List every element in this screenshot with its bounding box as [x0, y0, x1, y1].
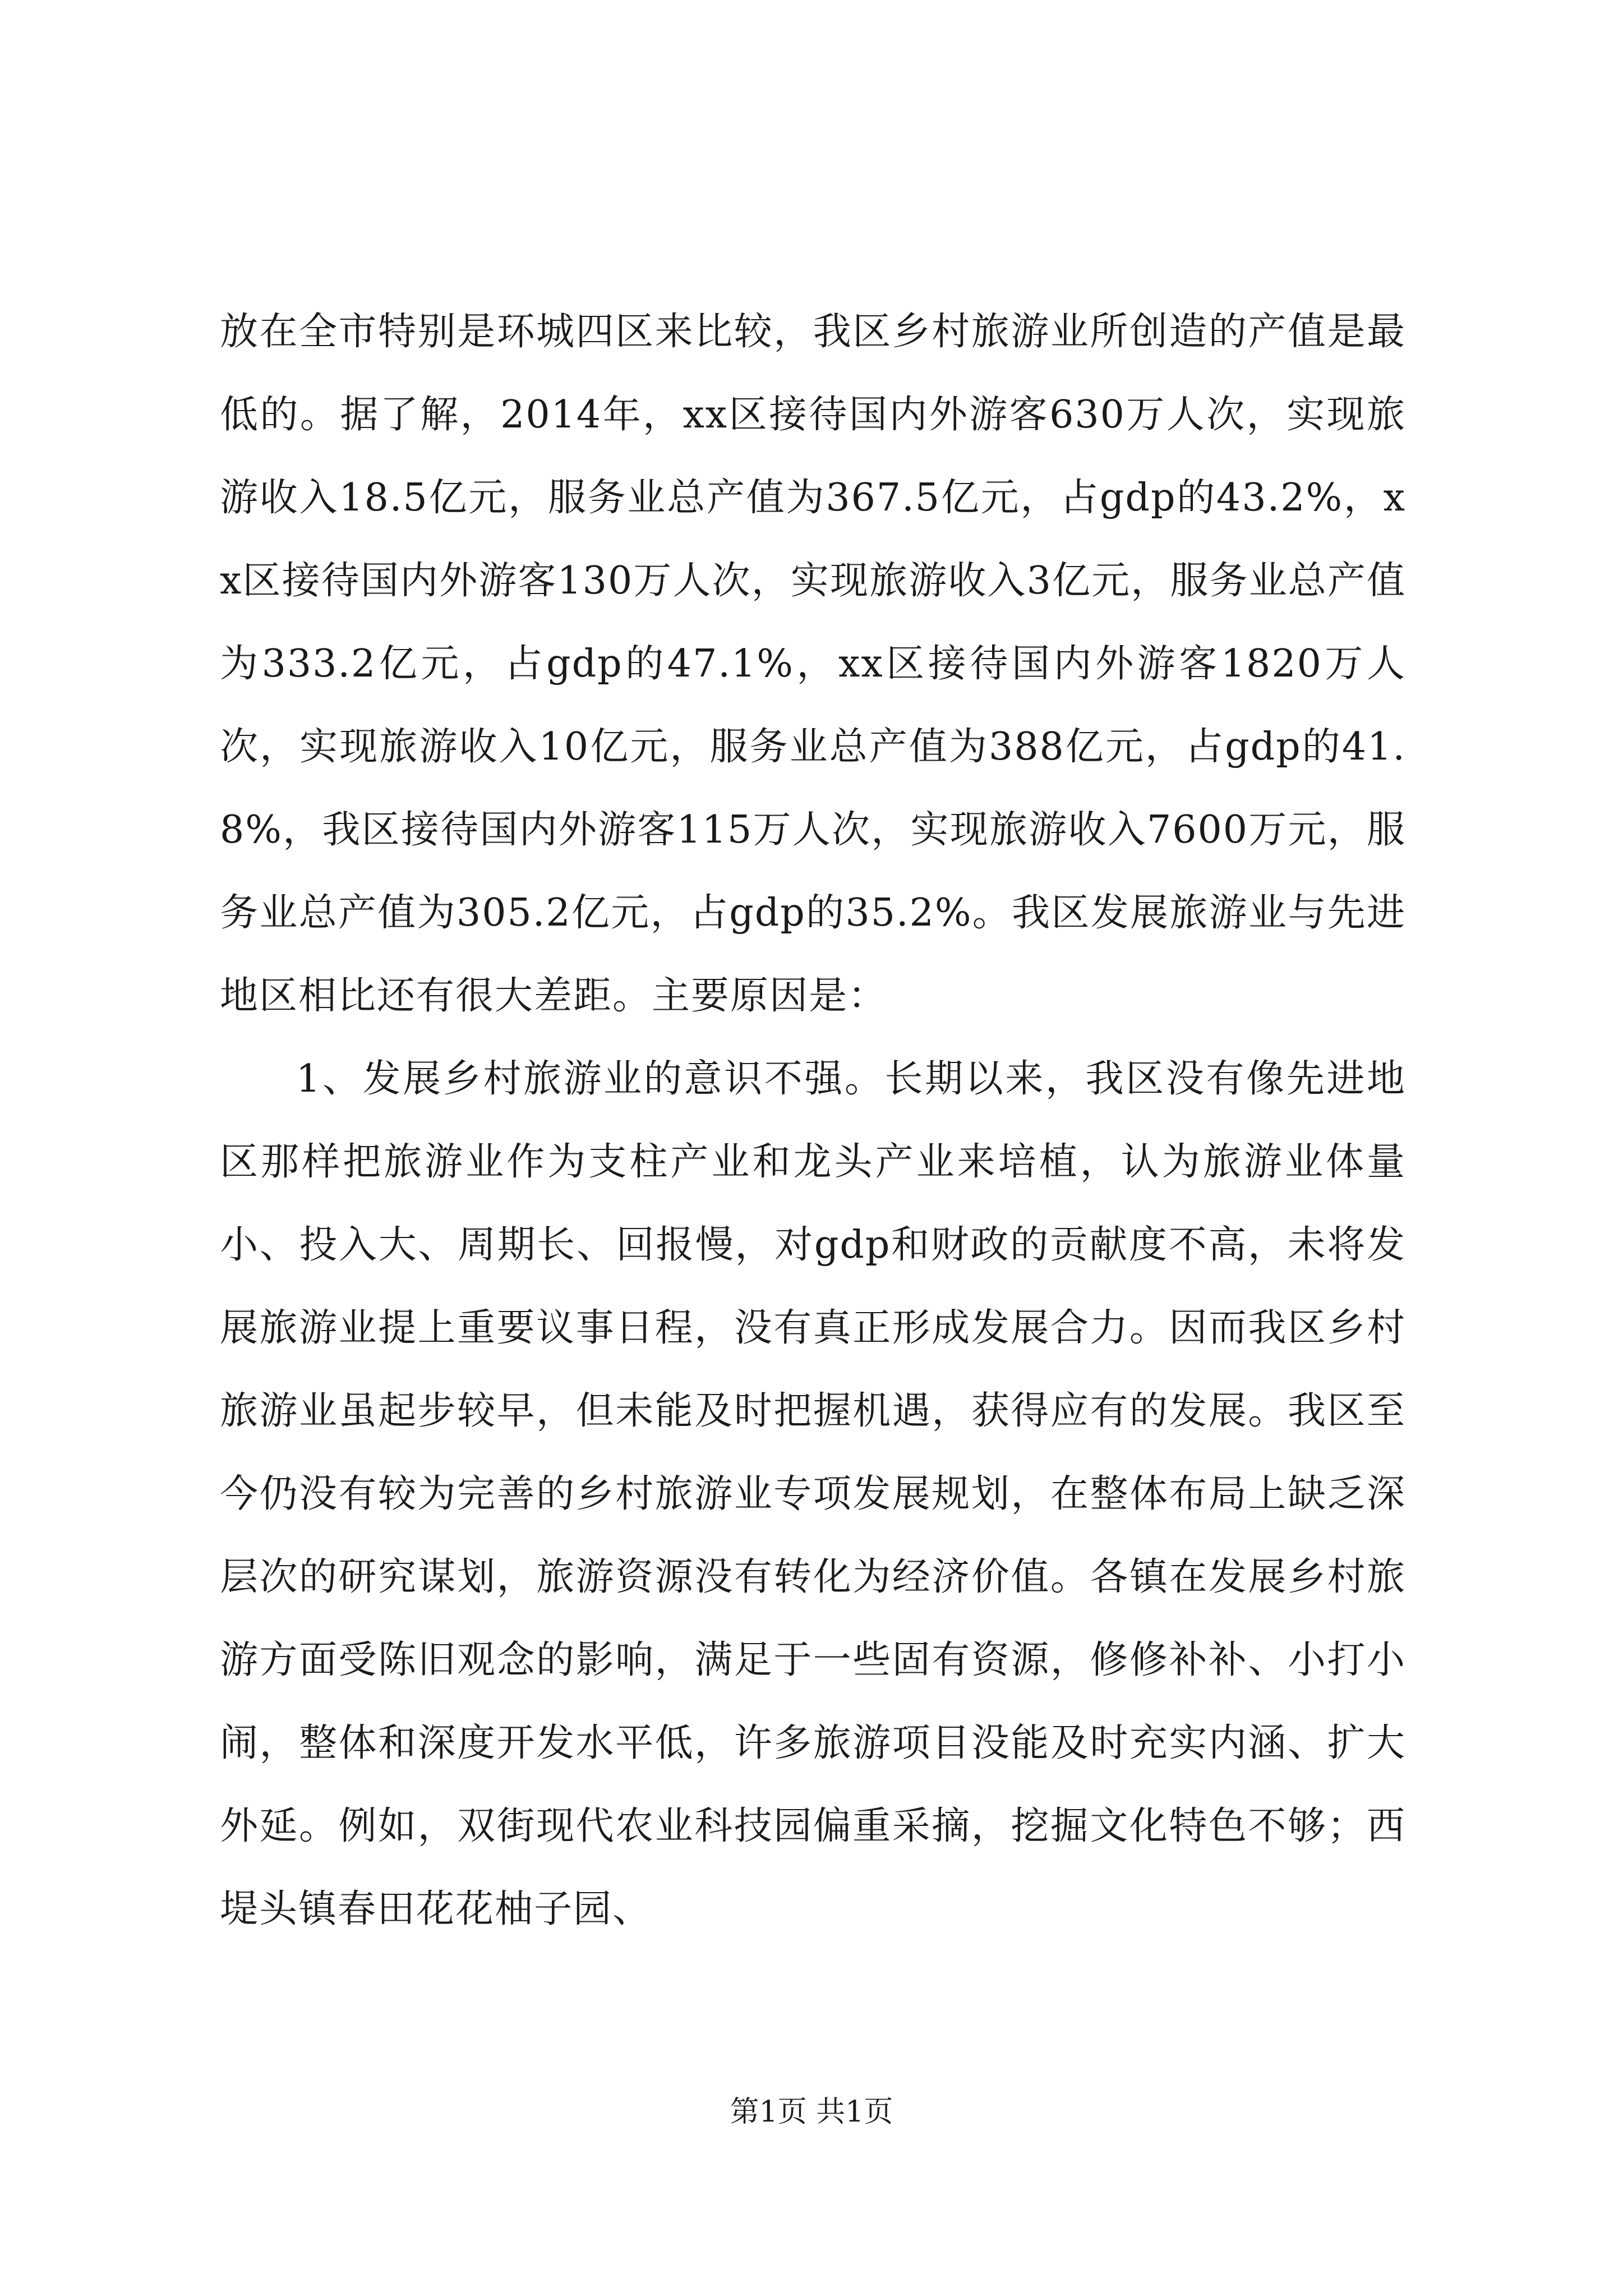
paragraph-reason-1: 1、发展乡村旅游业的意识不强。长期以来，我区没有像先进地区那样把旅游业作为支柱产业和龙头产业来培植，认为旅游业体量小、投入大、周期长、回报慢，对gdp和财政的贡献度不高，未将发展旅游业提上重要议事日程，没有真正形成发展合力。因而我区乡村旅游业虽起步较早，但未能及时把握机遇，获得应有的发展。我区至今仍没有较为完善的乡村旅游业专项发展规划，在整体布局上缺乏深层次的研究谋划，旅游资源没有转化为经济价值。各镇在发展乡村旅游方面受陈旧观念的影响，满足于一些固有资源，修修补补、小打小闹，整体和深度开发水平低，许多旅游项目没能及时充实内涵、扩大外延。例如，双街现代农业科技园偏重采摘，挖掘文化特色不够；西堤头镇春田花花柚子园、: [220, 1057, 1406, 1931]
paragraph-intro: 放在全市特别是环城四区来比较，我区乡村旅游业所创造的产值是最低的。据了解，2014年，xx区接待国内外游客630万人次，实现旅游收入18.5亿元，服务业总产值为367.5亿元，占gdp的43.2%，xx区接待国内外游客130万人次，实现旅游收入3亿元，服务业总产值为333.2亿元，占gdp的47.1%，xx区接待国内外游客1820万人次，实现旅游收入10亿元，服务业总产值为388亿元，占gdp的41.8%，我区接待国内外游客115万人次，实现旅游收入7600万元，服务业总产值为305.2亿元，占gdp的35.2%。我区发展旅游业与先进地区相比还有很大差距。主要原因是：: [220, 310, 1406, 1018]
page-footer: 第1页 共1页: [730, 2095, 893, 2129]
document-body: [220, 291, 1406, 1951]
